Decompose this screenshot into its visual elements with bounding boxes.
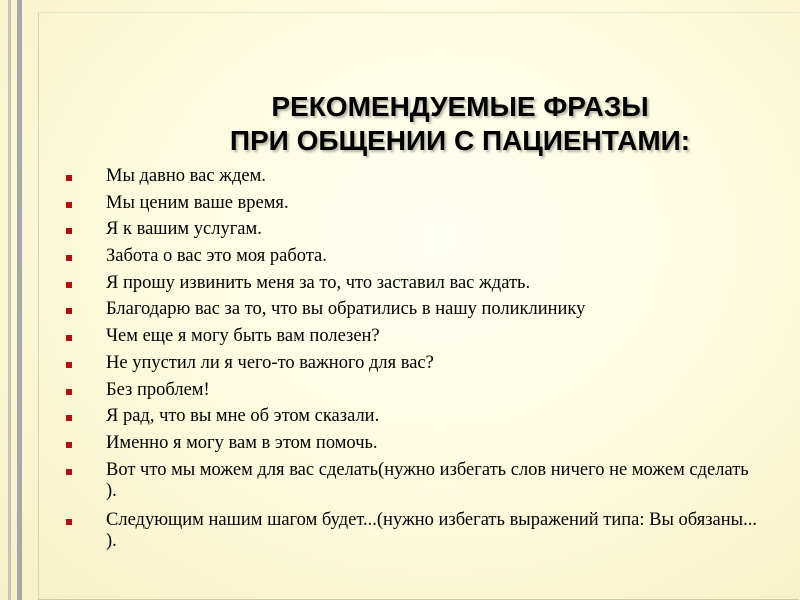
bullet-icon: [66, 308, 72, 314]
list-item: [58, 326, 758, 347]
bullet-icon: [66, 389, 72, 395]
slide-title: [60, 90, 800, 158]
list-item: [58, 299, 758, 320]
bullet-icon: [66, 202, 72, 208]
list-item: [58, 246, 758, 267]
decorative-left-bar-inner: [17, 0, 22, 600]
list-item-text: Я прошу извинить меня за то, что заставил вас ждать.: [106, 272, 531, 293]
bullet-icon: [66, 415, 72, 421]
list-item: [58, 460, 758, 502]
list-item-text: Именно я могу вам в этом помочь.: [106, 432, 378, 453]
decorative-left-bar: [8, 0, 11, 600]
list-item-text: Мы давно вас ждем.: [106, 166, 266, 186]
list-item: [58, 433, 758, 454]
bullet-icon: [66, 175, 72, 181]
list-item: [58, 406, 758, 427]
bullet-icon: [66, 335, 72, 341]
list-item-text: Не упустил ли я чего-то важного для вас?: [106, 352, 434, 373]
list-item-text: Благодарю вас за то, что вы обратились в нашу поликлинику: [106, 299, 586, 320]
bullet-icon: [66, 469, 72, 475]
bullet-icon: [66, 519, 72, 525]
list-item: [58, 166, 758, 187]
list-item: [58, 510, 758, 552]
bullet-icon: [66, 442, 72, 448]
list-item-text: Вот что мы можем для вас сделать(нужно избегать слов ничего не можем сделать ).: [106, 459, 749, 501]
phrase-list: [58, 166, 758, 557]
bullet-icon: [66, 228, 72, 234]
bullet-icon: [66, 362, 72, 368]
list-item-text: Чем еще я могу быть вам полезен?: [106, 326, 380, 347]
title-line-2: ПРИ ОБЩЕНИИ С ПАЦИЕНТАМИ:: [229, 125, 691, 156]
list-item: [58, 273, 758, 294]
bullet-icon: [66, 282, 72, 288]
title-line-1: РЕКОМЕНДУЕМЫЕ ФРАЗЫ: [271, 91, 649, 122]
list-item-text: Без проблем!: [106, 379, 210, 400]
list-item: [58, 219, 758, 240]
bullet-icon: [66, 255, 72, 261]
list-item-text: Я рад, что вы мне об этом сказали.: [106, 406, 380, 427]
list-item-text: Я к вашим услугам.: [106, 219, 262, 240]
list-item-text: Мы ценим ваше время.: [106, 192, 289, 213]
list-item: [58, 380, 758, 401]
list-item-text: Забота о вас это моя работа.: [106, 246, 327, 267]
list-item-text: Следующим нашим шагом будет...(нужно избегать выражений типа: Вы обязаны... ).: [106, 509, 757, 551]
list-item: [58, 353, 758, 374]
list-item: [58, 193, 758, 214]
